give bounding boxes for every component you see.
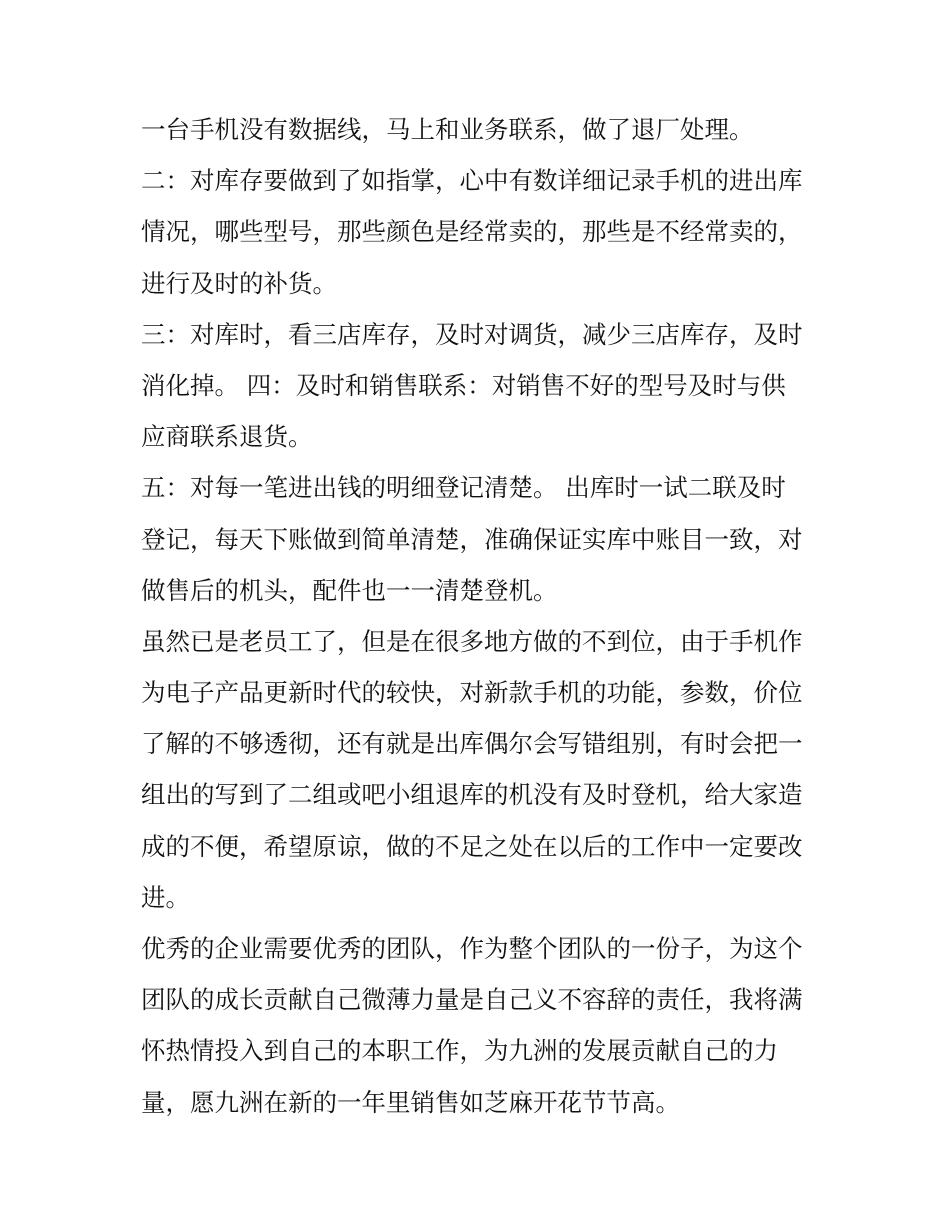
text-line: 怀热情投入到自己的本职工作，为九洲的发展贡献自己的力 <box>141 1036 778 1066</box>
text-line: 组出的写到了二组或吧小组退库的机没有及时登机，给大家造 <box>141 780 803 810</box>
text-line: 成的不便，希望原谅，做的不足之处在以后的工作中一定要改 <box>141 831 803 861</box>
text-line: 二：对库存要做到了如指掌，心中有数详细记录手机的进出库 <box>141 166 803 196</box>
text-line: 团队的成长贡献自己微薄力量是自己义不容辞的责任，我将满 <box>141 985 803 1015</box>
document-body <box>141 104 813 1128</box>
text-line: 做售后的机头，配件也一一清楚登机。 <box>141 575 558 605</box>
text-line: 进。 <box>141 882 190 912</box>
text-line: 虽然已是老员工了，但是在很多地方做的不到位，由于手机作 <box>141 626 803 656</box>
text-line: 五：对每一笔进出钱的明细登记清楚。 出库时一试二联及时 <box>141 473 786 503</box>
text-line: 一台手机没有数据线，马上和业务联系，做了退厂处理。 <box>141 115 754 144</box>
text-line: 优秀的企业需要优秀的团队，作为整个团队的一份子，为这个 <box>141 934 803 963</box>
text-line: 应商联系退货。 <box>141 422 313 452</box>
text-line: 登记，每天下账做到简单清楚，准确保证实库中账目一致，对 <box>141 524 803 554</box>
text-line: 量，愿九洲在新的一年里销售如芝麻开花节节高。 <box>141 1087 680 1117</box>
text-line: 情况，哪些型号，那些颜色是经常卖的，那些是不经常卖的， <box>141 217 803 247</box>
text-line: 消化掉。 四：及时和销售联系：对销售不好的型号及时与供 <box>141 370 786 400</box>
text-line: 了解的不够透彻，还有就是出库偶尔会写错组别，有时会把一 <box>141 729 803 759</box>
text-line: 三：对库时，看三店库存，及时对调货，减少三店库存，及时 <box>141 319 803 349</box>
text-line: 进行及时的补货。 <box>141 268 337 298</box>
text-line: 为电子产品更新时代的较快，对新款手机的功能，参数，价位 <box>141 678 803 708</box>
